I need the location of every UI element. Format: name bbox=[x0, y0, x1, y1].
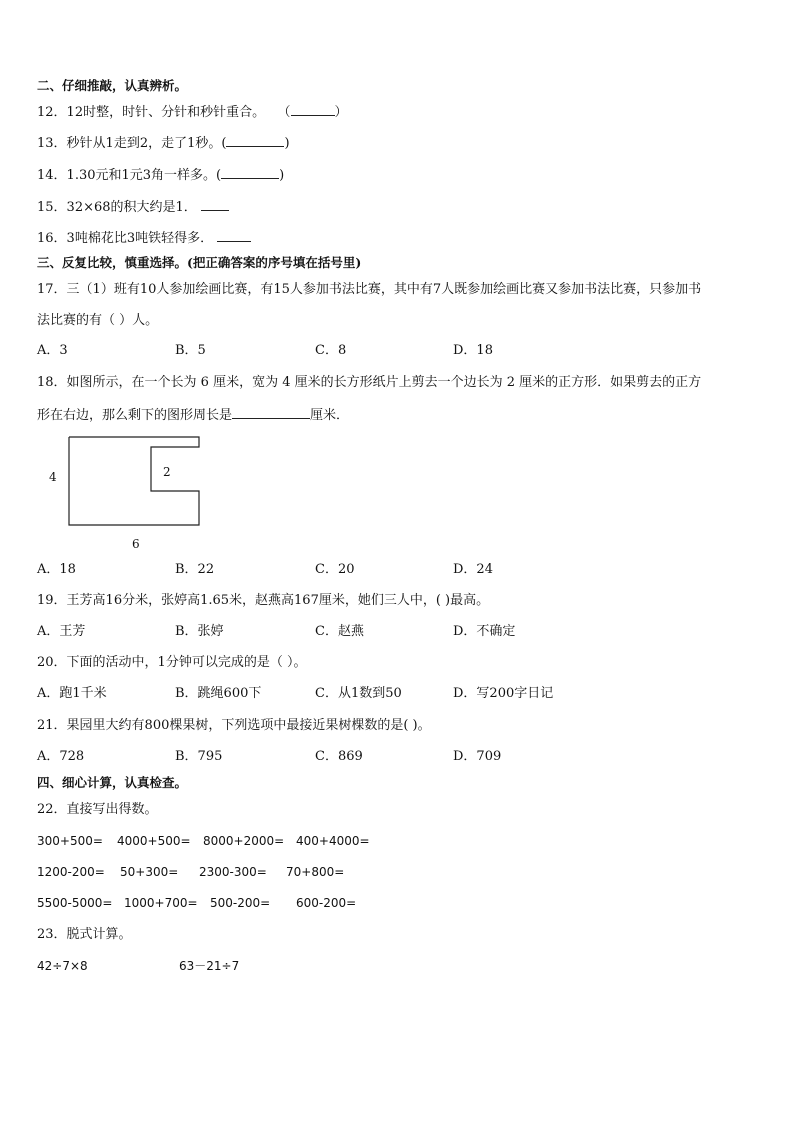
option-c[interactable]: C．8 bbox=[315, 343, 347, 358]
section-heading-3: 三、反复比较，慎重选择。(把正确答案的序号填在括号里) bbox=[37, 255, 362, 270]
width-label: 6 bbox=[132, 537, 140, 551]
section-heading-2: 二、仔细推敲，认真辨析。 bbox=[37, 78, 188, 93]
question-text: 1.30元和1元3角一样多。 bbox=[66, 168, 217, 183]
question-12: 12．12时整，时针、分针和秒针重合。 （ ） bbox=[37, 105, 348, 120]
option-c[interactable]: C．869 bbox=[315, 749, 363, 764]
calc-item: 8000+2000= bbox=[203, 834, 285, 848]
option-d[interactable]: D．写200字日记 bbox=[453, 686, 554, 701]
calc-item: 63－21÷7 bbox=[179, 959, 240, 973]
cut-rectangle-figure bbox=[60, 432, 210, 532]
answer-blank[interactable] bbox=[217, 229, 251, 242]
question-text: 12时整，时针、分针和秒针重合。 bbox=[66, 105, 266, 120]
question-number: 15． bbox=[37, 200, 67, 215]
question-18-line2: 形在右边，那么剩下的图形周长是 厘米． bbox=[37, 408, 350, 423]
answer-blank[interactable] bbox=[232, 406, 310, 419]
answer-blank[interactable] bbox=[201, 198, 229, 211]
question-number: 12． bbox=[37, 105, 67, 120]
calc-item: 400+4000= bbox=[296, 834, 370, 848]
option-b[interactable]: B．跳绳600下 bbox=[175, 686, 262, 701]
question-22-title: 22．直接写出得数。 bbox=[37, 802, 158, 817]
calc-item: 70+800= bbox=[286, 865, 345, 879]
option-a[interactable]: A．跑1千米 bbox=[37, 686, 107, 701]
question-number: 14． bbox=[37, 168, 67, 183]
answer-blank[interactable] bbox=[221, 166, 279, 179]
question-14: 14．1.30元和1元3角一样多。( ) bbox=[37, 168, 285, 183]
option-c[interactable]: C．赵燕 bbox=[315, 624, 364, 639]
option-c[interactable]: C．从1数到50 bbox=[315, 686, 402, 701]
question-17-line2: 法比赛的有（ ）人。 bbox=[37, 313, 159, 328]
section-heading-4: 四、细心计算，认真检查。 bbox=[37, 775, 188, 790]
question-15 bbox=[37, 198, 229, 217]
option-d[interactable]: D．18 bbox=[453, 343, 493, 358]
option-c[interactable]: C．20 bbox=[315, 562, 355, 577]
question-text: 32×68的积大约是1． bbox=[66, 200, 197, 215]
option-a[interactable]: A．18 bbox=[37, 562, 76, 577]
option-a[interactable]: A．王芳 bbox=[37, 624, 86, 639]
option-b[interactable]: B．22 bbox=[175, 562, 215, 577]
calc-item: 1000+700= bbox=[124, 896, 198, 910]
question-13: 13．秒针从1走到2，走了1秒。( ) bbox=[37, 136, 290, 151]
height-label: 4 bbox=[49, 470, 57, 484]
option-b[interactable]: B．795 bbox=[175, 749, 223, 764]
option-a[interactable]: A．728 bbox=[37, 749, 85, 764]
question-19: 19．王芳高16分米，张婷高1.65米，赵燕高167厘米，她们三人中，( )最高。 bbox=[37, 593, 490, 608]
question-23-title: 23．脱式计算。 bbox=[37, 927, 132, 942]
calc-item: 5500-5000= bbox=[37, 896, 113, 910]
cut-square-label: 2 bbox=[163, 465, 171, 479]
figure-outline bbox=[69, 437, 199, 525]
calc-item: 50+300= bbox=[120, 865, 179, 879]
option-d[interactable]: D．24 bbox=[453, 562, 493, 577]
question-17-line1: 17．三（1）班有10人参加绘画比赛，有15人参加书法比赛，其中有7人既参加绘画比赛又参加书法比赛，只参加书 bbox=[37, 282, 702, 297]
calc-item: 1200-200= bbox=[37, 865, 105, 879]
question-18-line1: 18．如图所示，在一个长为 6 厘米，宽为 4 厘米的长方形纸片上剪去一个边长为 2 厘米的正方形．如果剪去的正方 bbox=[37, 375, 702, 390]
calc-item: 500-200= bbox=[210, 896, 271, 910]
question-text: 秒针从1走到2，走了1秒。 bbox=[66, 136, 222, 151]
question-21: 21．果园里大约有800棵果树，下列选项中最接近果树棵数的是( )。 bbox=[37, 718, 431, 733]
question-number: 13． bbox=[37, 136, 67, 151]
question-20: 20．下面的活动中，1分钟可以完成的是（ ）。 bbox=[37, 655, 307, 670]
option-b[interactable]: B．张婷 bbox=[175, 624, 224, 639]
question-text: 3吨棉花比3吨铁轻得多． bbox=[66, 231, 214, 246]
option-a[interactable]: A．3 bbox=[37, 343, 68, 358]
answer-blank[interactable] bbox=[226, 134, 284, 147]
answer-blank[interactable] bbox=[291, 103, 335, 116]
option-b[interactable]: B．5 bbox=[175, 343, 206, 358]
question-16 bbox=[37, 229, 251, 248]
calc-item: 42÷7×8 bbox=[37, 959, 88, 973]
option-d[interactable]: D．709 bbox=[453, 749, 502, 764]
calc-item: 600-200= bbox=[296, 896, 357, 910]
calc-item: 2300-300= bbox=[199, 865, 267, 879]
option-d[interactable]: D．不确定 bbox=[453, 624, 516, 639]
calc-item: 300+500= bbox=[37, 834, 103, 848]
question-number: 16． bbox=[37, 231, 67, 246]
calc-item: 4000+500= bbox=[117, 834, 191, 848]
